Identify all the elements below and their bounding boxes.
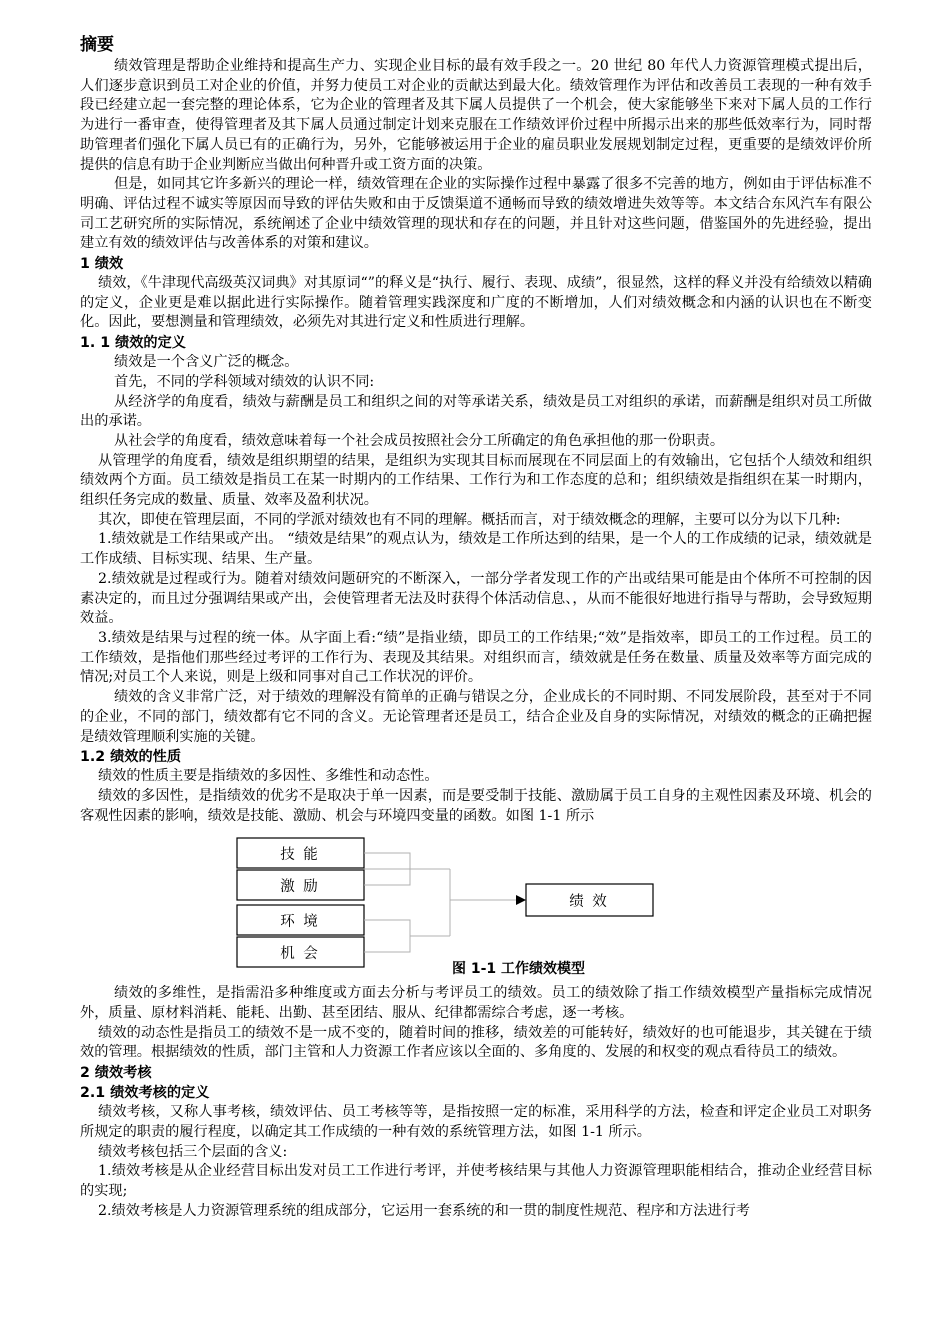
section-1-paragraph: 绩效，《牛津现代高级英汉词典》对其原词“”的释义是“执行、履行、表现、成绩”，很显然，这样的释义并没有给绩效以精确的定义，企业更是难以据此进行实际操作。随着管理实践深度和广度的不断增加，人们对绩效概念和内涵的认识也在不断变化。因此，要想测量和管理绩效，必须先对其进行定义和性质进行理解。: [80, 275, 872, 331]
connector-lines: [364, 853, 516, 952]
section-2-1-heading: 2.1 绩效考核的定义: [80, 1085, 210, 1102]
paragraph: 从管理学的角度看，绩效是组织期望的结果，是组织为实现其目标而展现在不同层面上的有效输出，它包括个人绩效和组织绩效两个方面。员工绩效是指员工在某一时期内的工作结果、工作行为和工作态度的总和；组织绩效是指组织在某一时期内，组织任务完成的数量、质量、效率及盈利状况。: [80, 452, 872, 509]
skill-label: 技 能: [280, 847, 320, 864]
section-1-1-heading: 1. 1 绩效的定义: [80, 335, 186, 352]
document-page: [80, 34, 872, 1221]
paragraph: 绩效的动态性是指员工的绩效不是一成不变的，随着时间的推移，绩效差的可能转好，绩效好的也可能退步，其关键在于绩效的管理。根据绩效的性质，部门主管和人力资源工作者应该以全面的、多角度的、发展的和权变的观点看待员工的绩效。: [80, 1024, 872, 1061]
paragraph: 首先，不同的学科领域对绩效的认识不同:: [114, 373, 375, 390]
abstract-title: 摘要: [80, 35, 114, 55]
paragraph: 绩效的性质主要是指绩效的多因性、多维性和动态性。: [98, 768, 439, 785]
paragraph: 绩效是一个含义广泛的概念。: [114, 354, 299, 371]
paragraph: 绩效考核包括三个层面的含义:: [98, 1143, 288, 1160]
paragraph: 其次，即使在管理层面，不同的学派对绩效也有不同的理解。概括而言，对于绩效概念的理解，主要可以分为以下几种:: [98, 511, 841, 528]
abstract-paragraph-1: 绩效管理是帮助企业维持和提高生产力、实现企业目标的最有效手段之一。20 世纪 80 年代人力资源管理模式提出后，人们逐步意识到员工对企业的价值，并努力使员工对企业的贡献达到最大化。绩效管理作为评估和改善员工表现的一种有效手段已经建立起一套完整的理论体系，它为企业的管理者及其下属人员提供了一个机会，使大家能够坐下来对下属人员的工作行为进行一番审查，使得管理者及其下属人员通过制定计划来克服在工作绩效评价过程中所揭示出来的那些低效率行为，同时帮助管理者们强化下属人员已有的正确行为，另外，它能够被运用于企业的雇员职业发展规划制定过程，更重要的是绩效评价所提供的信息有助于企业判断应当做出何种晋升或工资方面的决策。: [80, 58, 872, 173]
paragraph: 从社会学的角度看，绩效意味着每一个社会成员按照社会分工所确定的角色承担他的那一份职责。: [114, 432, 725, 449]
paragraph: 从经济学的角度看，绩效与薪酬是员工和组织之间的对等承诺关系，绩效是员工对组织的承诺，而薪酬是组织对员工所做出的承诺。: [80, 393, 872, 430]
figure-caption: 图 1-1 工作绩效模型: [452, 961, 586, 978]
paragraph: 绩效考核，又称人事考核，绩效评估、员工考核等等，是指按照一定的标准，采用科学的方法，检查和评定企业员工对职务所规定的职责的履行程度，以确定其工作成绩的一种有效的系统管理方法，如图 1-1 所示。: [80, 1104, 872, 1140]
list-item: 3.绩效是结果与过程的统一体。从字面上看:“绩”是指业绩，即员工的工作结果;“效”是指效率，即员工的工作过程。员工的工作绩效，是指他们那些经过考评的工作行为、表现及其结果。对组织而言，绩效就是任务在数量、质量及效率等方面完成的情况;对员工个人来说，则是上级和同事对自己工作状况的评价。: [80, 629, 872, 686]
paragraph: 绩效的多维性，是指需沿多种维度或方面去分析与考评员工的绩效。员工的绩效除了指工作绩效模型产量指标完成情况外，质量、原材料消耗、能耗、出勤、甚至团结、服从、纪律都需综合考虑，逐一考核。: [80, 985, 872, 1022]
environment-label: 环 境: [280, 914, 320, 931]
list-item: 1.绩效就是工作结果或产出。 “绩效是结果”的观点认为，绩效是工作所达到的结果，是一个人的工作成绩的记录，绩效就是工作成绩、目标实现、结果、生产量。: [80, 531, 872, 568]
section-1-2-heading: 1.2 绩效的性质: [80, 749, 182, 766]
arrow-head-icon: [516, 895, 526, 905]
abstract-paragraph-2: 但是，如同其它许多新兴的理论一样，绩效管理在企业的实际操作过程中暴露了很多不完善的地方，例如由于评估标准不明确、评估过程不诚实等原因而导致的评估失败和由于反馈渠道不通畅而导致的绩效增进失效等等。本文结合东风汽车有限公司工艺研究所的实际情况，系统阐述了企业中绩效管理的现状和存在的问题，并且针对这些问题，借鉴国外的先进经验，提出建立有效的绩效评估与改善体系的对策和建议。: [80, 176, 872, 252]
motivation-label: 激 励: [280, 879, 320, 896]
list-item: 1.绩效考核是从企业经营目标出发对员工工作进行考评，并使考核结果与其他人力资源管理职能相结合，推动企业经营目标的实现;: [80, 1163, 872, 1199]
paragraph: 绩效的含义非常广泛，对于绩效的理解没有简单的正确与错误之分，企业成长的不同时期、不同发展阶段，甚至对于不同的企业，不同的部门，绩效都有它不同的含义。无论管理者还是员工，结合企业及自身的实际情况，对绩效的概念的正确把握是绩效管理顺利实施的关键。: [80, 689, 872, 745]
paragraph: 绩效的多因性，是指绩效的优劣不是取决于单一因素，而是要受制于技能、激励属于员工自身的主观性因素及环境、机会的客观性因素的影响，绩效是技能、激励、机会与环境四变量的函数。如图 1-1 所示: [80, 787, 872, 824]
work-performance-model-figure: [80, 834, 872, 984]
opportunity-label: 机 会: [280, 946, 320, 963]
list-item: 2.绩效考核是人力资源管理系统的组成部分，它运用一套系统的和一贯的制度性规范、程序和方法进行考: [98, 1202, 750, 1219]
performance-label: 绩 效: [569, 894, 609, 911]
list-item: 2.绩效就是过程或行为。随着对绩效问题研究的不断深入，一部分学者发现工作的产出或结果可能是由个体所不可控制的因素决定的，而且过分强调结果或产出，会使管理者无法及时获得个体活动信息、，从而不能很好地进行指导与帮助，会导致短期效益。: [80, 570, 872, 627]
section-2-heading: 2 绩效考核: [80, 1065, 152, 1082]
section-1-heading: 1 绩效: [80, 256, 124, 273]
